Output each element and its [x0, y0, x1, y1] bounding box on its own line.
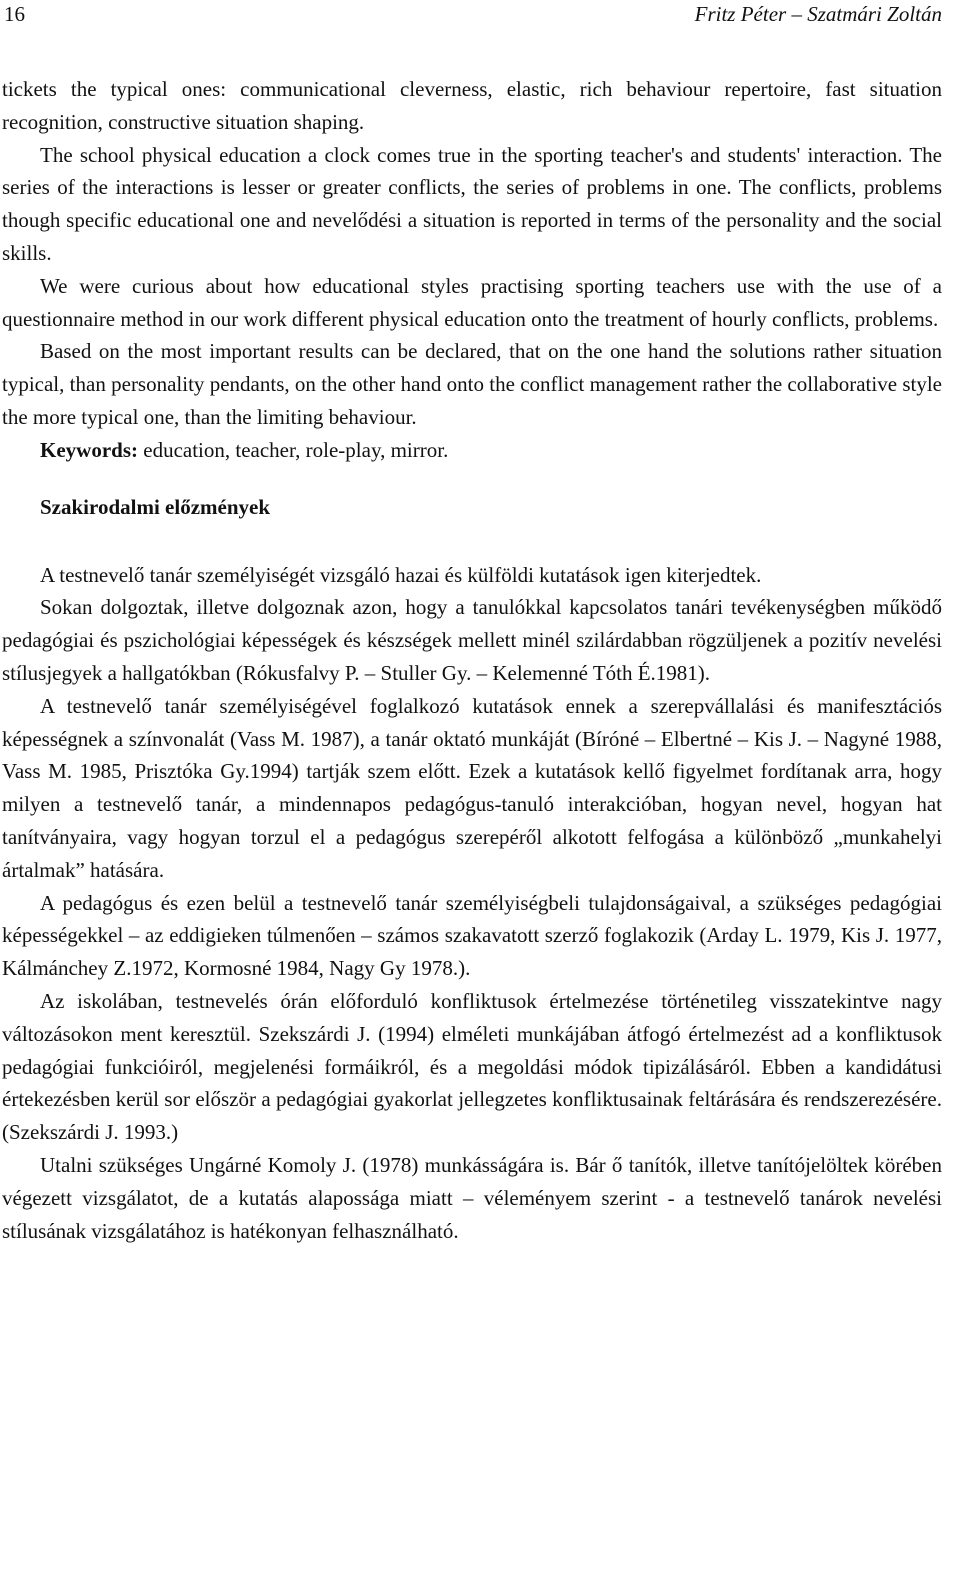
abstract-paragraph-2: The school physical education a clock comes true in the sporting teacher's and students' interaction. The series of the interactions is lesser or greater conflicts, the series of problems in one. The conflicts, problems though specific educational one and nevelődési a situation is reported in terms of the personality and the social skills. [2, 142, 942, 265]
keywords-line [2, 434, 942, 467]
page-body [2, 73, 942, 1247]
abstract-paragraph-3: We were curious about how educational styles practising sporting teachers use with the use of a questionnaire method in our work different physical education onto the treatment of hourly conflicts, problems. [2, 273, 942, 331]
abstract-paragraph-1: tickets the typical ones: communicational cleverness, elastic, rich behaviour repertoire, fast situation recognition, constructive situation shaping. [2, 77, 942, 134]
section-paragraph-2: Sokan dolgoztak, illetve dolgoznak azon, hogy a tanulókkal kapcsolatos tanári tevékenységben működő pedagógiai és pszichológiai képességek és készségek mellett minél szilárdabban rögzüljenek a pozitív nevelési stílusjegyek a hallgatókban (Rókusfalvy P. – Stuller Gy. – Kelemenné Tóth É.1981). [2, 595, 942, 685]
section-heading: Szakirodalmi előzmények [40, 494, 271, 519]
keywords-text: education, teacher, role-play, mirror. [138, 437, 449, 462]
abstract-paragraph-4: Based on the most important results can be declared, that on the one hand the solutions rather situation typical, than personality pendants, on the other hand onto the conflict management rather the collaborative style the more typical one, than the limiting behaviour. [2, 339, 942, 429]
section-paragraph-5: Az iskolában, testnevelés órán előforduló konfliktusok értelmezése történetileg visszatekintve nagy változásokon ment keresztül. Szekszárdi J. (1994) elméleti munkájában átfogó értelmezést ad a konfliktusok pedagógiai funkcióiról, megjelenési formáikról, és a megoldási módok tipizálásáról. Ebben a kandidátusi értekezésben kerül sor először a pedagógiai gyakorlat jellegzetes konfliktusainak feltárására és rendszerezésére. (Szekszárdi J. 1993.) [2, 988, 942, 1145]
section-paragraph-3: A testnevelő tanár személyiségével foglalkozó kutatások ennek a szerepvállalási és manifesztációs képességnek a színvonalát (Vass M. 1987), a tanár oktató munkáját (Bíróné – Elbertné – Kis J. – Nagyné 1988, Vass M. 1985, Prisztóka Gy.1994) tartják szem előtt. Ezek a kutatások kellő figyelmet fordítanak arra, hogy milyen a testnevelő tanár, a mindennapos pedagógus-tanuló interakcióban, hogyan nevel, hogyan hat tanítványaira, vagy hogyan torzul el a pedagógus szerepéről alkotott felfogása a különböző „munkahelyi ártalmak” hatására. [2, 693, 942, 882]
running-head: Fritz Péter – Szatmári Zoltán [694, 2, 942, 26]
section-paragraph-6: Utalni szükséges Ungárné Komoly J. (1978) munkásságára is. Bár ő tanítók, illetve tanítójelöltek körében végezett vizsgálatot, de a kutatás alapossága miatt – véleményem szerint - a testnevelő tanárok nevelési stílusának vizsgálatához is hatékonyan felhasználható. [2, 1152, 942, 1243]
section-paragraph-1: A testnevelő tanár személyiségét vizsgáló hazai és külföldi kutatások igen kiterjedtek. [40, 562, 762, 587]
page-header [0, 0, 946, 28]
section-paragraph-4: A pedagógus és ezen belül a testnevelő tanár személyiségbeli tulajdonságaival, a szükséges pedagógiai képességekkel – az eddigieken túlmenően – számos szakavatott szerző foglakozik (Arday L. 1979, Kis J. 1977, Kálmánchey Z.1972, Kormosné 1984, Nagy Gy 1978.). [2, 890, 942, 981]
keywords-label: Keywords: [40, 437, 138, 462]
page-number: 16 [4, 2, 25, 26]
